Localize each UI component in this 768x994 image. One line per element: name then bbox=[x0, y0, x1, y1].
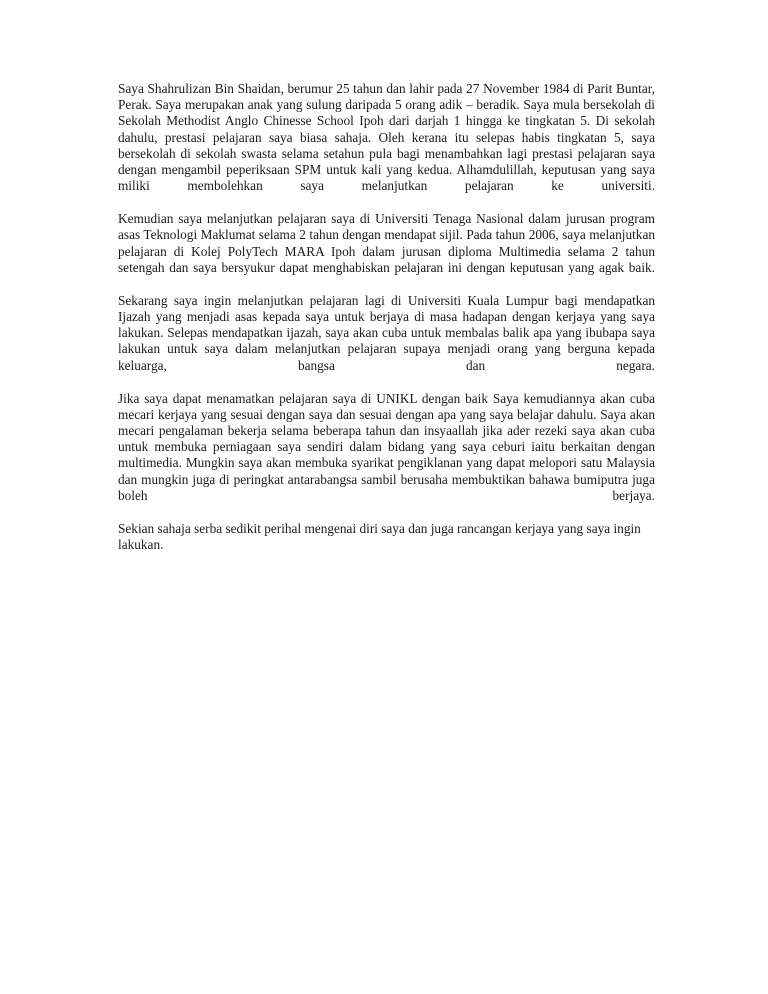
paragraph-closing: Sekian sahaja serba sedikit perihal mengenai diri saya dan juga rancangan kerjaya yang saya ingin lakukan. bbox=[118, 520, 641, 553]
paragraph-introduction: Saya Shahrulizan Bin Shaidan, berumur 25 tahun dan lahir pada 27 November 1984 di Parit Buntar, Perak. Saya merupakan anak yang sulung daripada 5 orang adik – beradik. Saya mula bersekolah di Sekolah Methodist Anglo Chinesse School Ipoh dari darjah 1 hingga ke tingkatan 5. Di sekolah dahulu, prestasi pelajaran saya biasa sahaja. Oleh kerana itu selepas habis tingkatan 5, saya bersekolah di sekolah swasta selama setahun pula bagi menambahkan lagi prestasi pelajaran saya dengan mengambil peperiksaan SPM untuk kali yang kedua. Alhamdulillah, keputusan yang saya miliki membolehkan saya melanjutkan pelajaran ke universiti. bbox=[118, 81, 655, 194]
paragraph-future-study: Sekarang saya ingin melanjutkan pelajaran lagi di Universiti Kuala Lumpur bagi mendapatkan Ijazah yang menjadi asas kepada saya untuk berjaya di masa hadapan dengan kerjaya yang saya lakukan. Selepas mendapatkan ijazah, saya akan cuba untuk membalas balik apa yang ibubapa saya lakukan untuk saya dalam melanjutkan pelajaran supaya menjadi orang yang berguna kepada keluarga, bangsa dan negara. bbox=[118, 292, 655, 373]
document-body bbox=[118, 81, 655, 570]
paragraph-education: Kemudian saya melanjutkan pelajaran saya di Universiti Tenaga Nasional dalam jurusan program asas Teknologi Maklumat selama 2 tahun dengan mendapat sijil. Pada tahun 2006, saya melanjutkan pelajaran di Kolej PolyTech MARA Ipoh dalam jurusan diploma Multimedia selama 2 tahun setengah dan saya bersyukur dapat menghabiskan pelajaran ini dengan keputusan yang agak baik. bbox=[118, 211, 655, 275]
paragraph-career-plan: Jika saya dapat menamatkan pelajaran saya di UNIKL dengan baik Saya kemudiannya akan cuba mecari kerjaya yang sesuai dengan saya dan sesuai dengan apa yang saya belajar dahulu. Saya akan mecari pengalaman bekerja selama beberapa tahun dan insyaallah jika ader rezeki saya akan cuba untuk membuka perniagaan saya sendiri dalam bidang yang saya ceburi iaitu berkaitan dengan multimedia. Mungkin saya akan membuka syarikat pengiklanan yang dapat melopori satu Malaysia dan mungkin juga di peringkat antarabangsa sambil berusaha membuktikan bahawa bumiputra juga boleh berjaya. bbox=[118, 390, 655, 503]
